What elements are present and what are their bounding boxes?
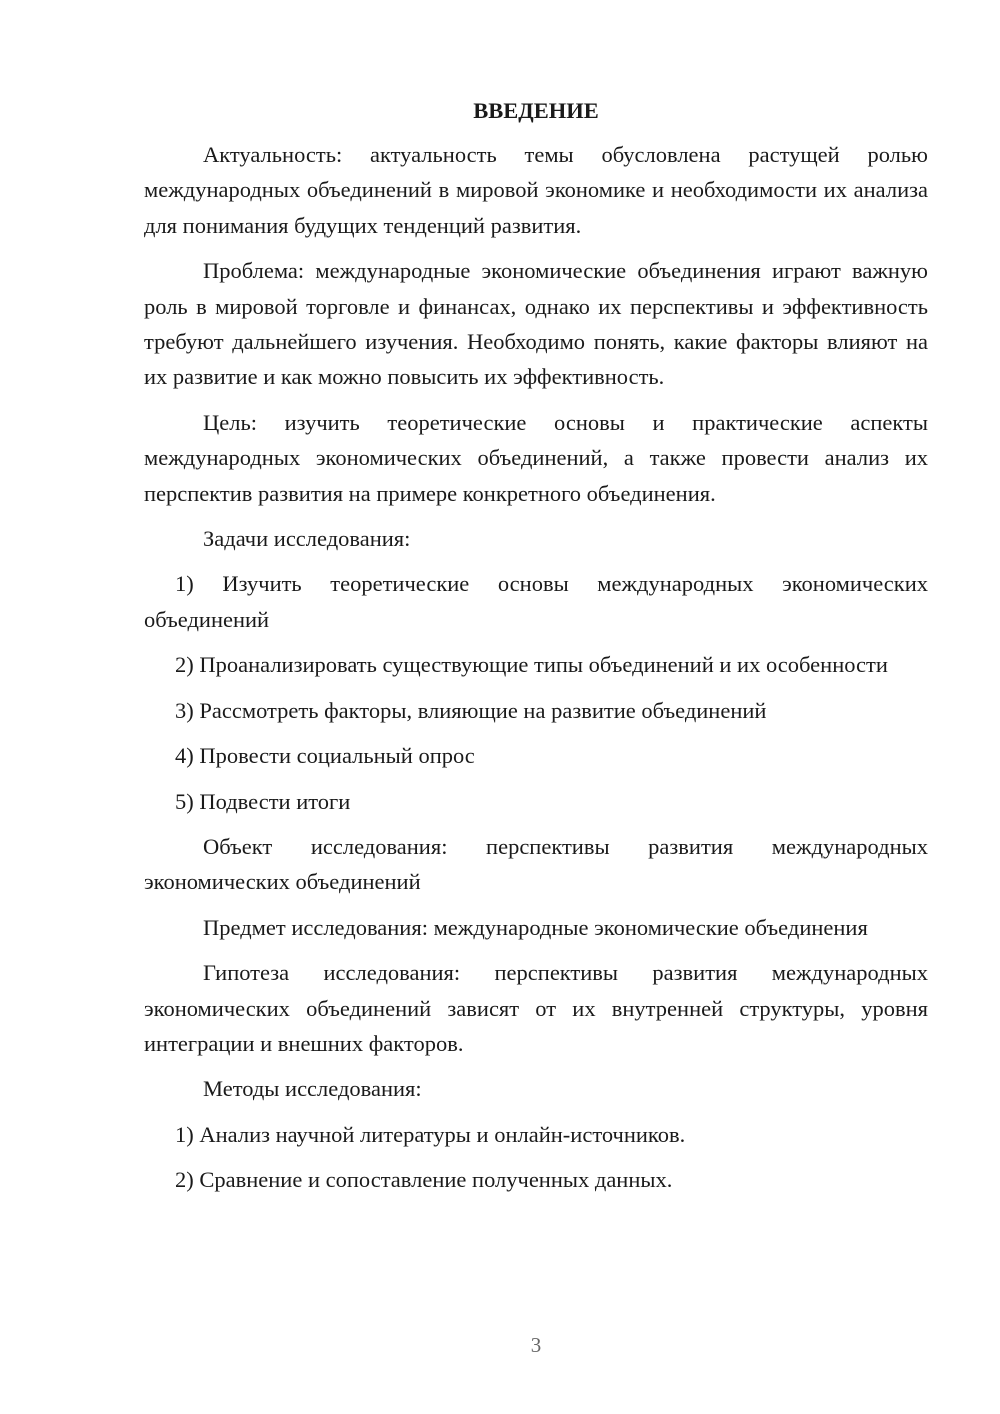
problem-paragraph: Проблема: международные экономические объединения играют важную роль в мировой торговле и финансах, однако их перспективы и эффективность требуют дальнейшего изучения. Необходимо понять, какие факторы влияют на их развитие и как можно повысить их эффективность. [144,258,928,390]
task-item-1: 1) Изучить теоретические основы международных экономических объединений [144,571,928,632]
page-content [144,95,928,1208]
task-item-3: 3) Рассмотреть факторы, влияющие на развитие объединений [175,697,767,723]
method-item-1: 1) Анализ научной литературы и онлайн-источников. [175,1121,686,1147]
page-number: 3 [530,1333,542,1357]
goal-paragraph: Цель: изучить теоретические основы и практические аспекты международных экономических объединений, а также провести анализ их перспектив развития на примере конкретного объединения. [144,409,928,506]
method-item-2: 2) Сравнение и сопоставление полученных данных. [175,1167,673,1193]
methods-heading: Методы исследования: [203,1076,422,1102]
task-item-5: 5) Подвести итоги [175,788,351,814]
page-title: ВВЕДЕНИЕ [473,98,599,123]
tasks-heading: Задачи исследования: [203,526,411,552]
hypothesis-paragraph: Гипотеза исследования: перспективы развития международных экономических объединений зависят от их внутренней структуры, уровня интеграции и внешних факторов. [144,960,928,1056]
task-item-2: 2) Проанализировать существующие типы объединений и их особенности [175,652,888,678]
object-paragraph: Объект исследования: перспективы развития международных экономических объединений [144,833,928,895]
task-item-4: 4) Провести социальный опрос [175,743,475,769]
relevance-paragraph: Актуальность: актуальность темы обусловлена растущей ролью международных объединений в мировой экономике и необходимости их анализа для понимания будущих тенденций развития. [144,142,928,238]
subject-paragraph: Предмет исследования: международные экономические объединения [203,914,868,940]
